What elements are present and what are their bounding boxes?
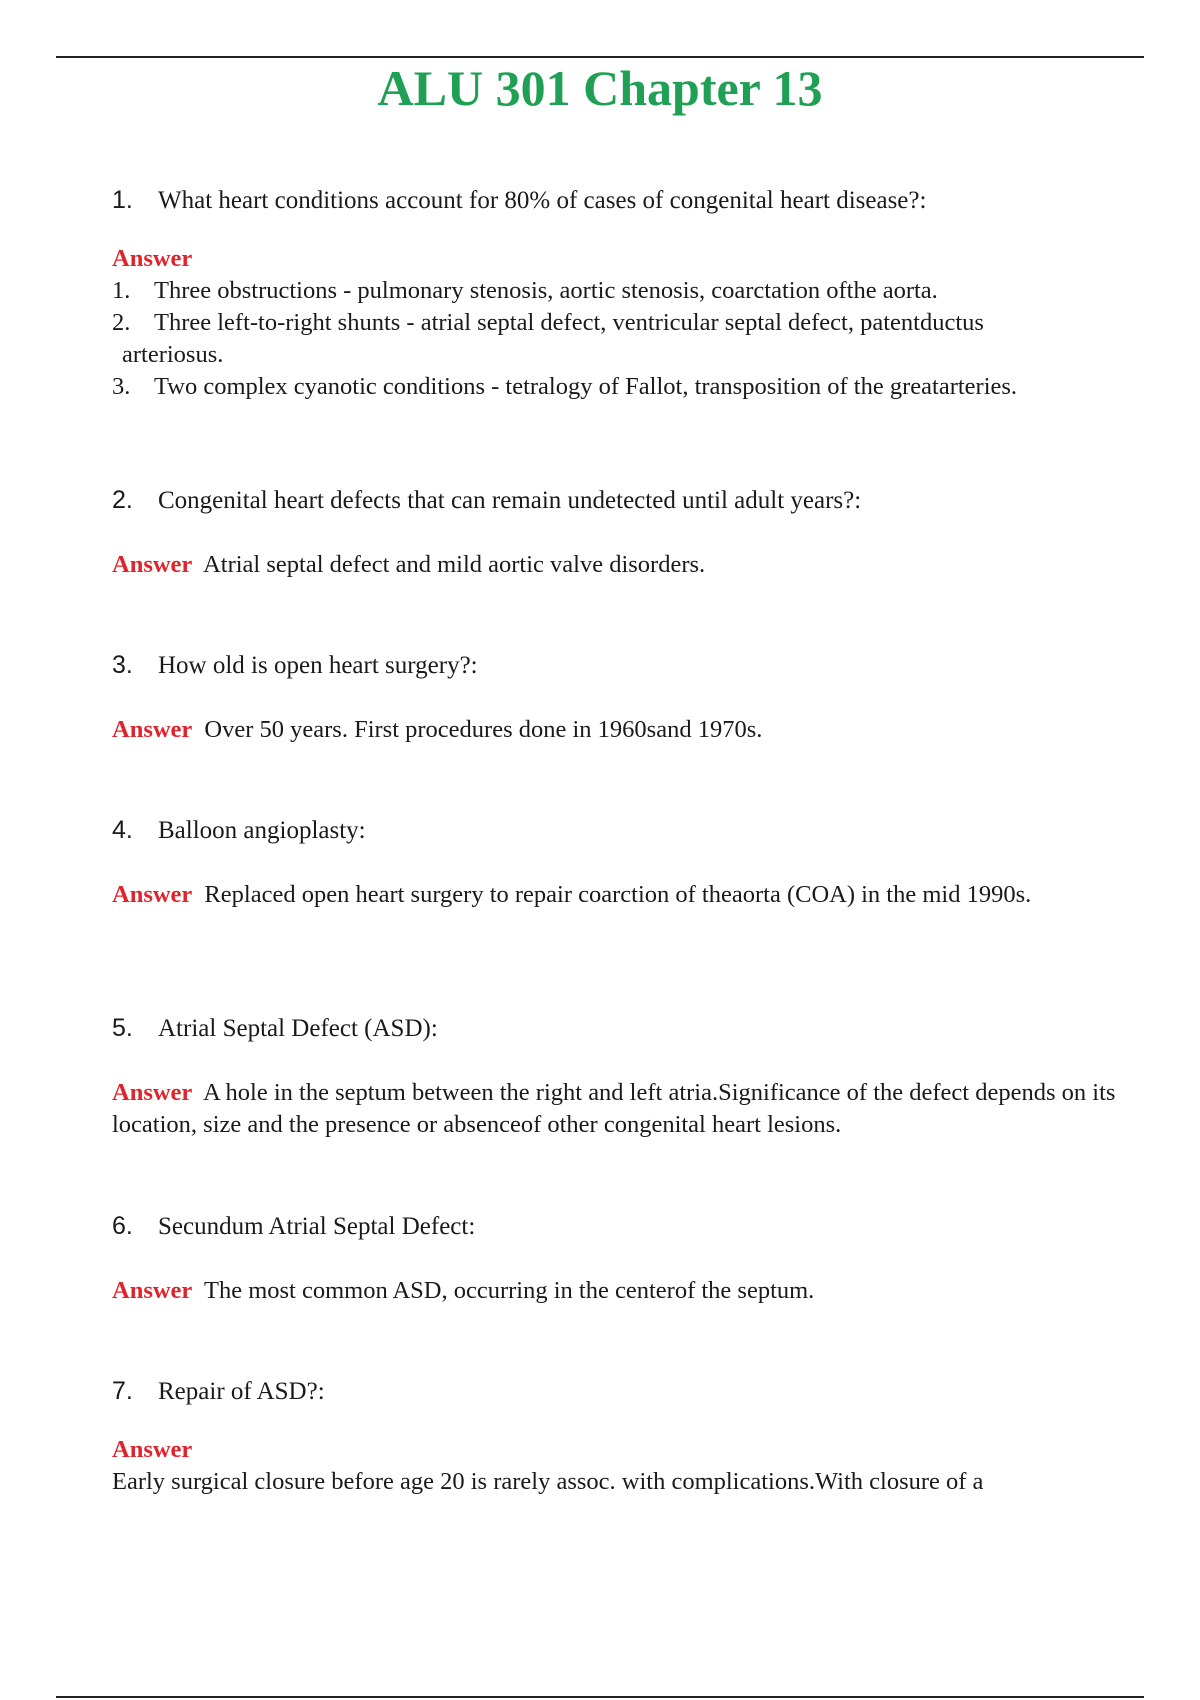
answer-label: Answer [112,881,193,908]
answer-text: Over 50 years. First procedures done in 1960sand 1970s. [204,716,763,743]
question-2 [112,484,1152,517]
question-number: 3. [112,651,133,679]
answer-3 [112,714,1152,746]
question-6 [112,1210,1152,1243]
question-text: Balloon angioplasty: [158,817,366,844]
question-7 [112,1375,1152,1408]
answer-label: Answer [112,1277,193,1304]
question-text: Atrial Septal Defect (ASD): [158,1015,438,1042]
answer-list [112,275,1152,403]
list-item: 3. Two complex cyanotic conditions - tetralogy of Fallot, transposition of the greatarteries. [112,373,1018,400]
qa-item-6 [112,1210,1152,1307]
question-1 [112,184,1152,217]
question-text: Congenital heart defects that can remain undetected until adult years?: [158,487,862,514]
list-item: 1. Three obstructions - pulmonary stenosis, aortic stenosis, coarctation ofthe aorta. [112,277,938,304]
answer-text: Replaced open heart surgery to repair coarction of theaorta (COA) in the mid 1990s. [204,881,1032,908]
answer-label: Answer [112,1436,193,1463]
qa-item-4 [112,814,1152,911]
question-text: Repair of ASD?: [158,1378,325,1405]
answer-text: Atrial septal defect and mild aortic valve disorders. [203,551,706,578]
answer-4 [112,879,1152,911]
answer-label: Answer [112,551,193,578]
question-number: 7. [112,1377,133,1405]
question-text: How old is open heart surgery?: [158,652,478,679]
question-3 [112,649,1152,682]
qa-item-2 [112,484,1152,581]
question-5 [112,1012,1152,1045]
answer-label: Answer [112,1079,193,1106]
answer-2 [112,549,1152,581]
answer-text: Early surgical closure before age 20 is rarely assoc. with complications.With closure of a [112,1468,984,1495]
question-text: What heart conditions account for 80% of cases of congenital heart disease?: [158,187,927,214]
qa-item-1 [112,184,1152,403]
qa-item-5 [112,1012,1152,1141]
question-number: 6. [112,1212,133,1240]
answer-text: The most common ASD, occurring in the centerof the septum. [203,1277,815,1304]
answer-7 [112,1434,1152,1498]
answer-label: Answer [112,716,193,743]
answer-label: Answer [112,245,193,272]
qa-item-7 [112,1375,1152,1498]
question-text: Secundum Atrial Septal Defect: [158,1213,476,1240]
answer-1 [112,243,1152,403]
qa-item-3 [112,649,1152,746]
bottom-rule [56,1696,1144,1698]
question-number: 4. [112,816,133,844]
question-4 [112,814,1152,847]
answer-text: A hole in the septum between the right and left atria.Significance of the defect depends on its location, size and the presence or absenceof other congenital heart lesions. [112,1079,1116,1138]
question-number: 5. [112,1014,133,1042]
page-title: ALU 301 Chapter 13 [377,60,823,116]
question-number: 1. [112,186,133,214]
question-number: 2. [112,486,133,514]
answer-5 [112,1077,1152,1141]
answer-6 [112,1275,1152,1307]
list-item: 2. Three left-to-right shunts - atrial septal defect, ventricular septal defect, patentductus arteriosus. [112,309,984,368]
